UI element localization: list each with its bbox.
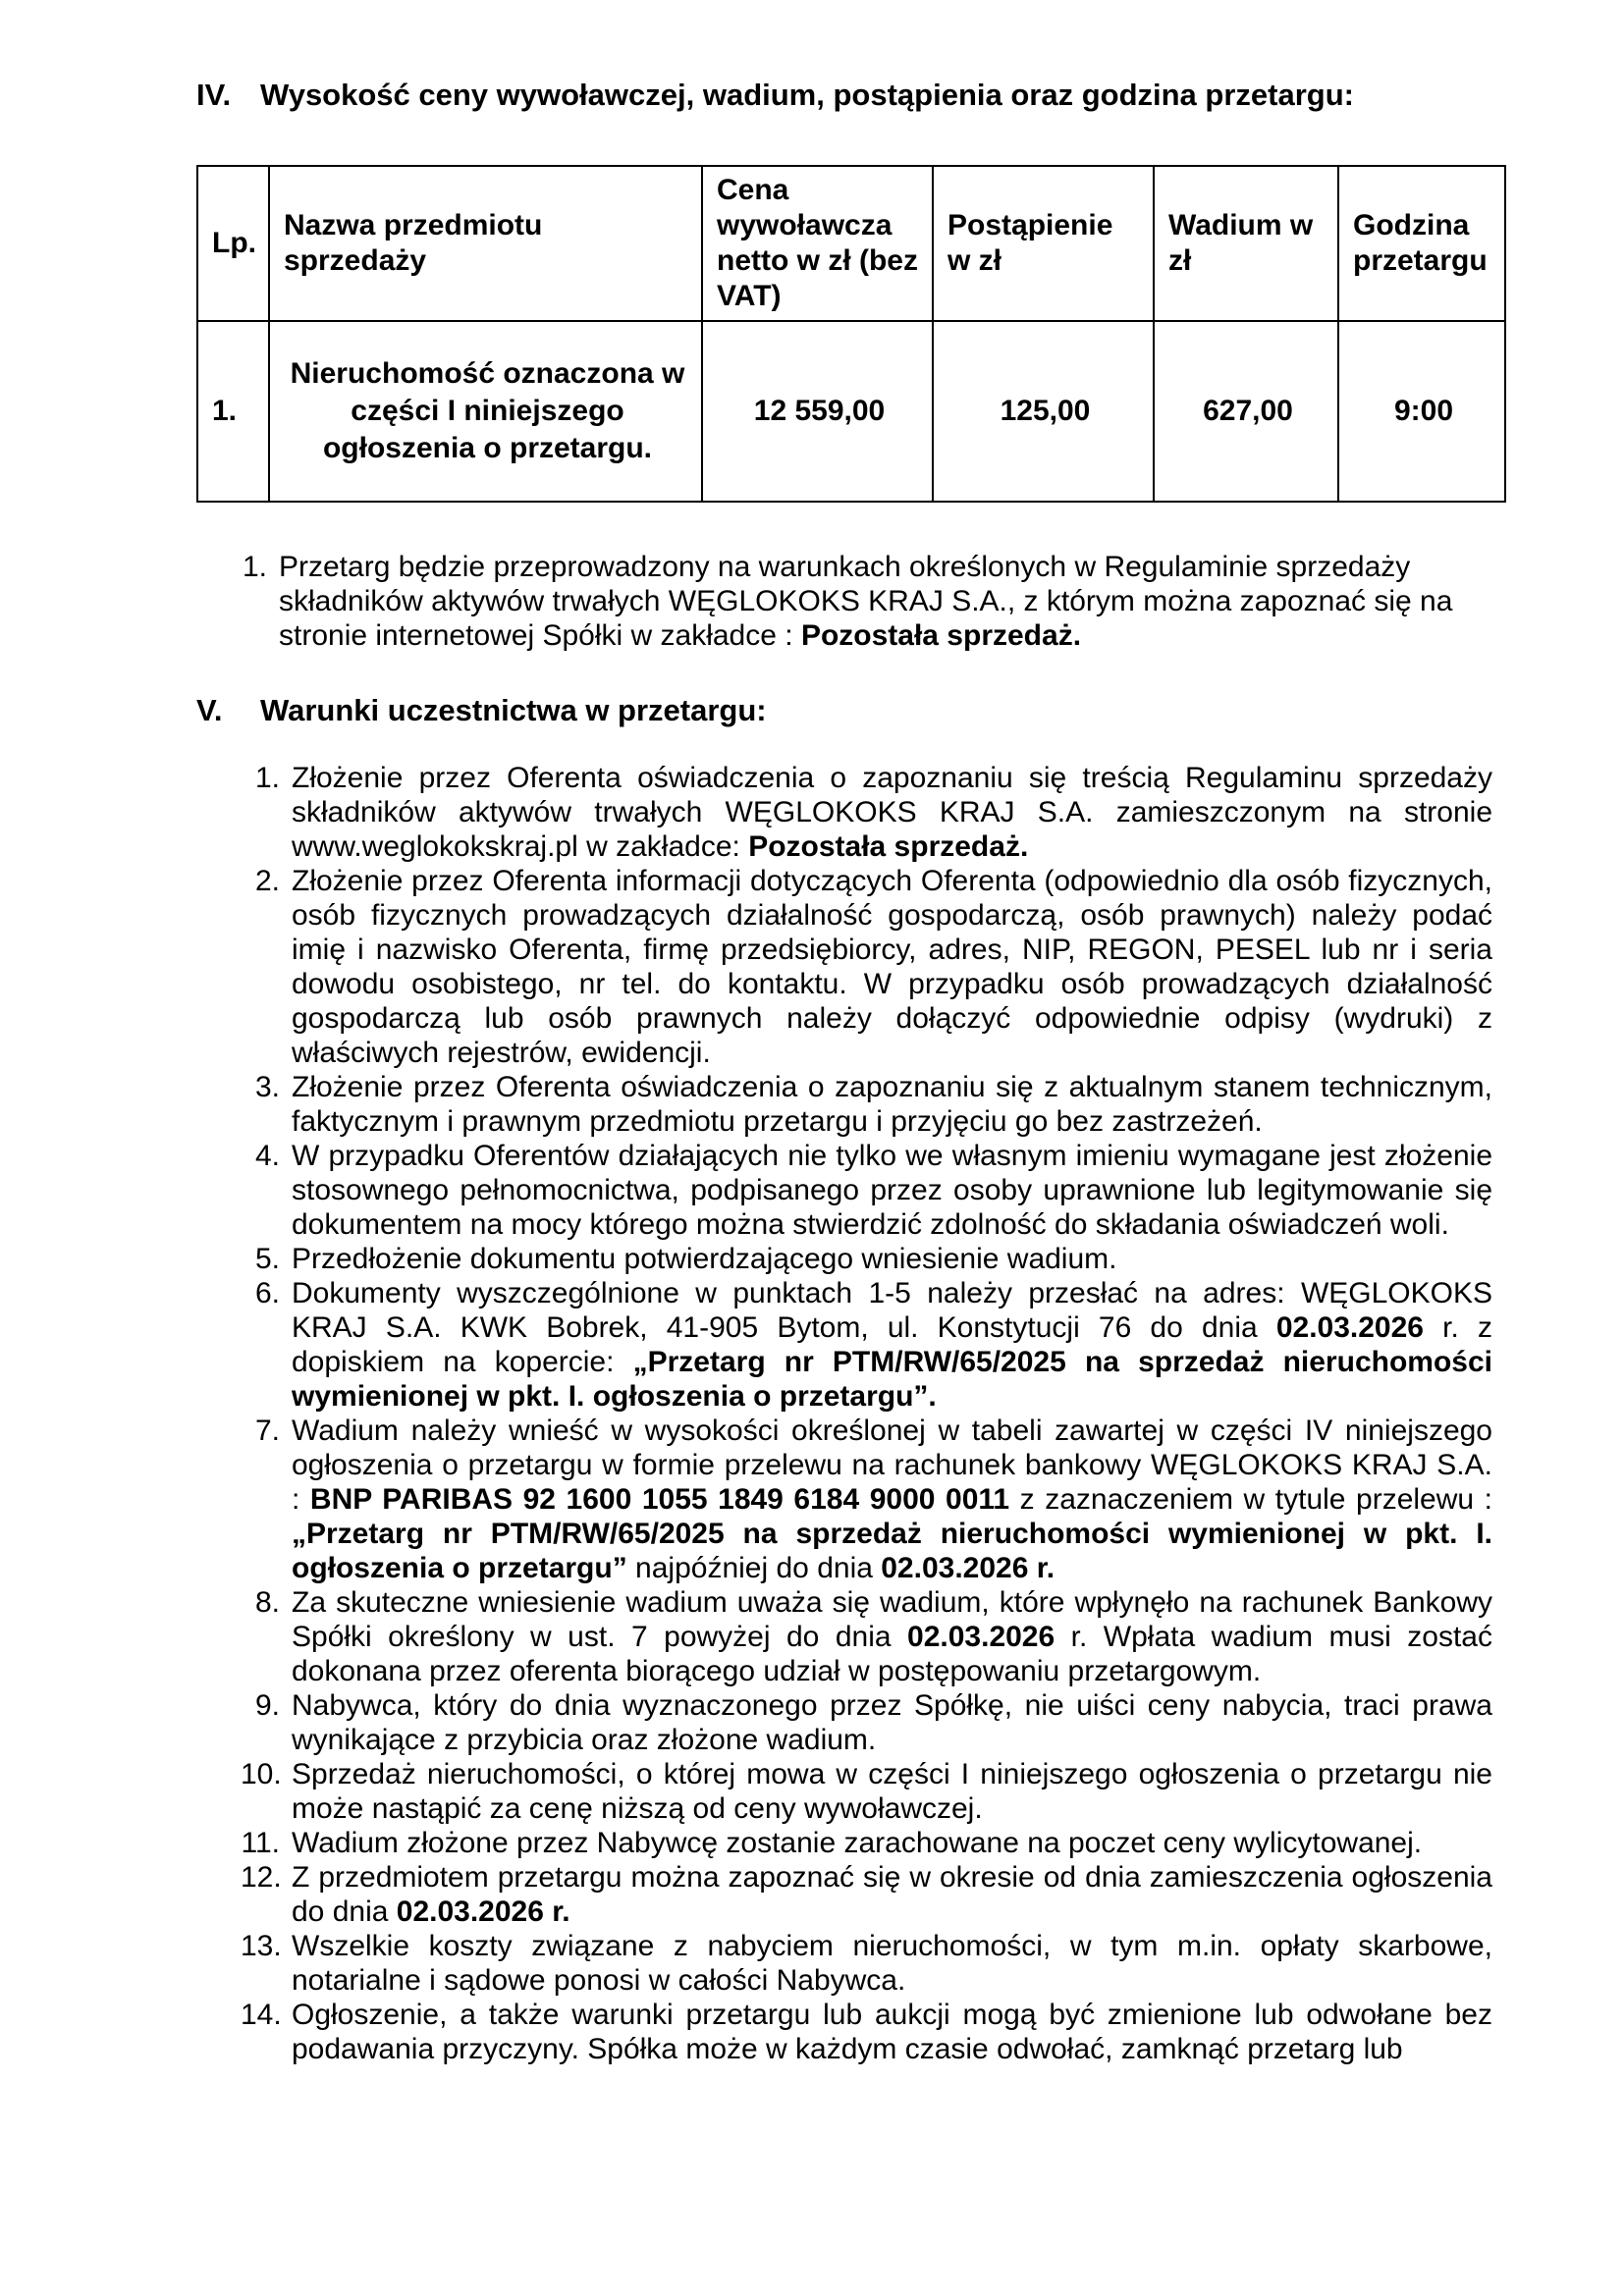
cell-lp: 1. — [197, 321, 269, 502]
list-item — [241, 1998, 1492, 2066]
list-item-text: Ogłoszenie, a także warunki przetargu lub aukcji mogą być zmienione lub odwołane bez podawania przyczyny. Spółka może w każdym czasie odwołać, zamknąć przetarg lub — [292, 1999, 1492, 2065]
cell-godzina: 9:00 — [1338, 321, 1505, 502]
list-item-number: 9. — [254, 1689, 280, 1722]
list-item-text: Złożenie przez Oferenta informacji dotyczących Oferenta (odpowiednio dla osób fizycznych, osób fizycznych prowadzących działalność gospodarczą, osób prawnych) należy podać imię i nazwisko Oferenta, firmę przedsiębiorcy, adres, NIP, REGON, PESEL lub nr i seria dowodu osobistego, nr tel. do kontaktu. W przypadku osób prowadzących działalność gospodarczą lub osób prawnych należy dołączyć odpowiednie odpisy (wydruki) z właściwych rejestrów, ewidencji. — [292, 865, 1492, 1069]
list-item-number: 3. — [254, 1071, 280, 1103]
list-item-number: 1. — [254, 762, 280, 794]
cell-postapienie: 125,00 — [933, 321, 1154, 502]
section-v-heading — [196, 692, 1492, 729]
list-item-text: Nabywca, który do dnia wyznaczonego przez Spółkę, nie uiści ceny nabycia, traci prawa wynikające z przybicia oraz złożone wadium. — [292, 1689, 1492, 1756]
section-v-number: V. — [196, 693, 223, 727]
list-item-number: 11. — [241, 1827, 280, 1859]
cell-cena: 12 559,00 — [702, 321, 933, 502]
list-item — [241, 1070, 1492, 1139]
list-item-text: Dokumenty wyszczególnione w punktach 1-5 należy przesłać na adres: WĘGLOKOKS KRAJ S.A. KWK Bobrek, 41-905 Bytom, ul. Konstytucji 76 do dnia 02.03.2026 r. z dopiskiem na kopercie: „Przetarg nr PTM/RW/65/2025 na sprzedaż nieruchomości wymienionej w pkt. I. ogłoszenia o przetargu”. — [292, 1277, 1492, 1413]
list-item-number: 1. — [242, 551, 267, 583]
list-item — [241, 761, 1492, 864]
list-item-number: 2. — [254, 865, 280, 897]
list-item-number: 10. — [241, 1758, 282, 1790]
list-item — [228, 550, 1492, 653]
list-item — [241, 1688, 1492, 1757]
list-item-text: Za skuteczne wniesienie wadium uważa się wadium, które wpłynęło na rachunek Bankowy Spółki określony w ust. 7 powyżej do dnia 02.03.2026 r. Wpłata wadium musi zostać dokonana przez oferenta biorącego udział w postępowaniu przetargowym. — [292, 1586, 1492, 1687]
list-item — [241, 1826, 1492, 1860]
list-item — [241, 1139, 1492, 1242]
col-header-godzina: Godzina przetargu — [1338, 166, 1505, 321]
table-body — [197, 321, 1505, 502]
table-header — [197, 166, 1505, 321]
list-item-number: 6. — [254, 1277, 280, 1309]
section-iv-title: Wysokość ceny wywoławczej, wadium, postąpienia oraz godzina przetargu: — [260, 78, 1354, 112]
list-item-number: 12. — [241, 1861, 282, 1894]
list-item-text: W przypadku Oferentów działających nie tylko we własnym imieniu wymagane jest złożenie stosownego pełnomocnictwa, podpisanego przez osoby uprawnione lub legitymowanie się dokumentem na mocy którego można stwierdzić zdolność do składania oświadczeń woli. — [292, 1140, 1492, 1241]
list-item-number: 14. — [241, 1999, 282, 2031]
table-header-row — [197, 166, 1505, 321]
section-iv-heading — [196, 77, 1492, 114]
list-item-text: Wadium złożone przez Nabywcę zostanie zarachowane na poczet ceny wylicytowanej. — [292, 1827, 1423, 1859]
col-header-wadium: Wadium w zł — [1154, 166, 1338, 321]
list-item-text: Złożenie przez Oferenta oświadczenia o zapoznaniu się treścią Regulaminu sprzedaży składników aktywów trwałych WĘGLOKOKS KRAJ S.A. zamieszczonym na stronie www.weglokokskraj.pl w zakładce: Pozostała sprzedaż. — [292, 762, 1492, 863]
list-item — [241, 1276, 1492, 1414]
cell-wadium: 627,00 — [1154, 321, 1338, 502]
list-item — [241, 1757, 1492, 1826]
list-item-text: Przetarg będzie przeprowadzony na warunkach określonych w Regulaminie sprzedaży składników aktywów trwałych WĘGLOKOKS KRAJ S.A., z którym można zapoznać się na stronie internetowej Spółki w zakładce : Pozostała sprzedaż. — [279, 551, 1453, 652]
col-header-nazwa: Nazwa przedmiotu sprzedaży — [269, 166, 702, 321]
list-item-number: 4. — [254, 1140, 280, 1172]
list-item — [241, 1860, 1492, 1929]
list-item-number: 7. — [254, 1415, 280, 1447]
list-item-number: 5. — [254, 1243, 280, 1275]
section-v-title: Warunki uczestnictwa w przetargu: — [260, 693, 767, 727]
list-item-text: Sprzedaż nieruchomości, o której mowa w części I niniejszego ogłoszenia o przetargu nie może nastąpić za cenę niższą od ceny wywoławczej. — [292, 1758, 1492, 1825]
list-item-text: Przedłożenie dokumentu potwierdzającego wniesienie wadium. — [292, 1243, 1117, 1275]
col-header-cena: Cena wywoławcza netto w zł (bez VAT) — [702, 166, 933, 321]
list-item — [241, 864, 1492, 1070]
list-item-text: Złożenie przez Oferenta oświadczenia o zapoznaniu się z aktualnym stanem technicznym, faktycznym i prawnym przedmiotu przetargu i przyjęciu go bez zastrzeżeń. — [292, 1071, 1492, 1138]
list-item-number: 8. — [254, 1586, 280, 1619]
cell-nazwa: Nieruchomość oznaczona w części I niniejszego ogłoszenia o przetargu. — [269, 321, 702, 502]
list-item-number: 13. — [241, 1930, 282, 1962]
list-item — [241, 1414, 1492, 1585]
list-item — [241, 1929, 1492, 1998]
col-header-postapienie: Postąpienie w zł — [933, 166, 1154, 321]
table-row — [197, 321, 1505, 502]
auction-parameters-table — [196, 165, 1506, 503]
list-item-text: Wszelkie koszty związane z nabyciem nieruchomości, w tym m.in. opłaty skarbowe, notarialne i sądowe ponosi w całości Nabywca. — [292, 1930, 1492, 1997]
list-item-text: Z przedmiotem przetargu można zapoznać się w okresie od dnia zamieszczenia ogłoszenia do dnia 02.03.2026 r. — [292, 1861, 1492, 1928]
list-item-text: Wadium należy wnieść w wysokości określonej w tabeli zawartej w części IV niniejszego ogłoszenia o przetargu w formie przelewu na rachunek bankowy WĘGLOKOKS KRAJ S.A. : BNP PARIBAS 92 1600 1055 1849 6184 9000 0011 z zaznaczeniem w tytule przelewu : „Przetarg nr PTM/RW/65/2025 na sprzedaż nieruchomości wymienionej w pkt. I. ogłoszenia o przetargu” najpóźniej do dnia 02.03.2026 r. — [292, 1415, 1492, 1584]
list-item — [241, 1242, 1492, 1276]
list-item — [241, 1585, 1492, 1688]
section-iv-number: IV. — [196, 78, 232, 112]
col-header-lp: Lp. — [197, 166, 269, 321]
section-iv-notes-list — [196, 550, 1492, 653]
section-v-conditions-list — [196, 761, 1492, 2066]
